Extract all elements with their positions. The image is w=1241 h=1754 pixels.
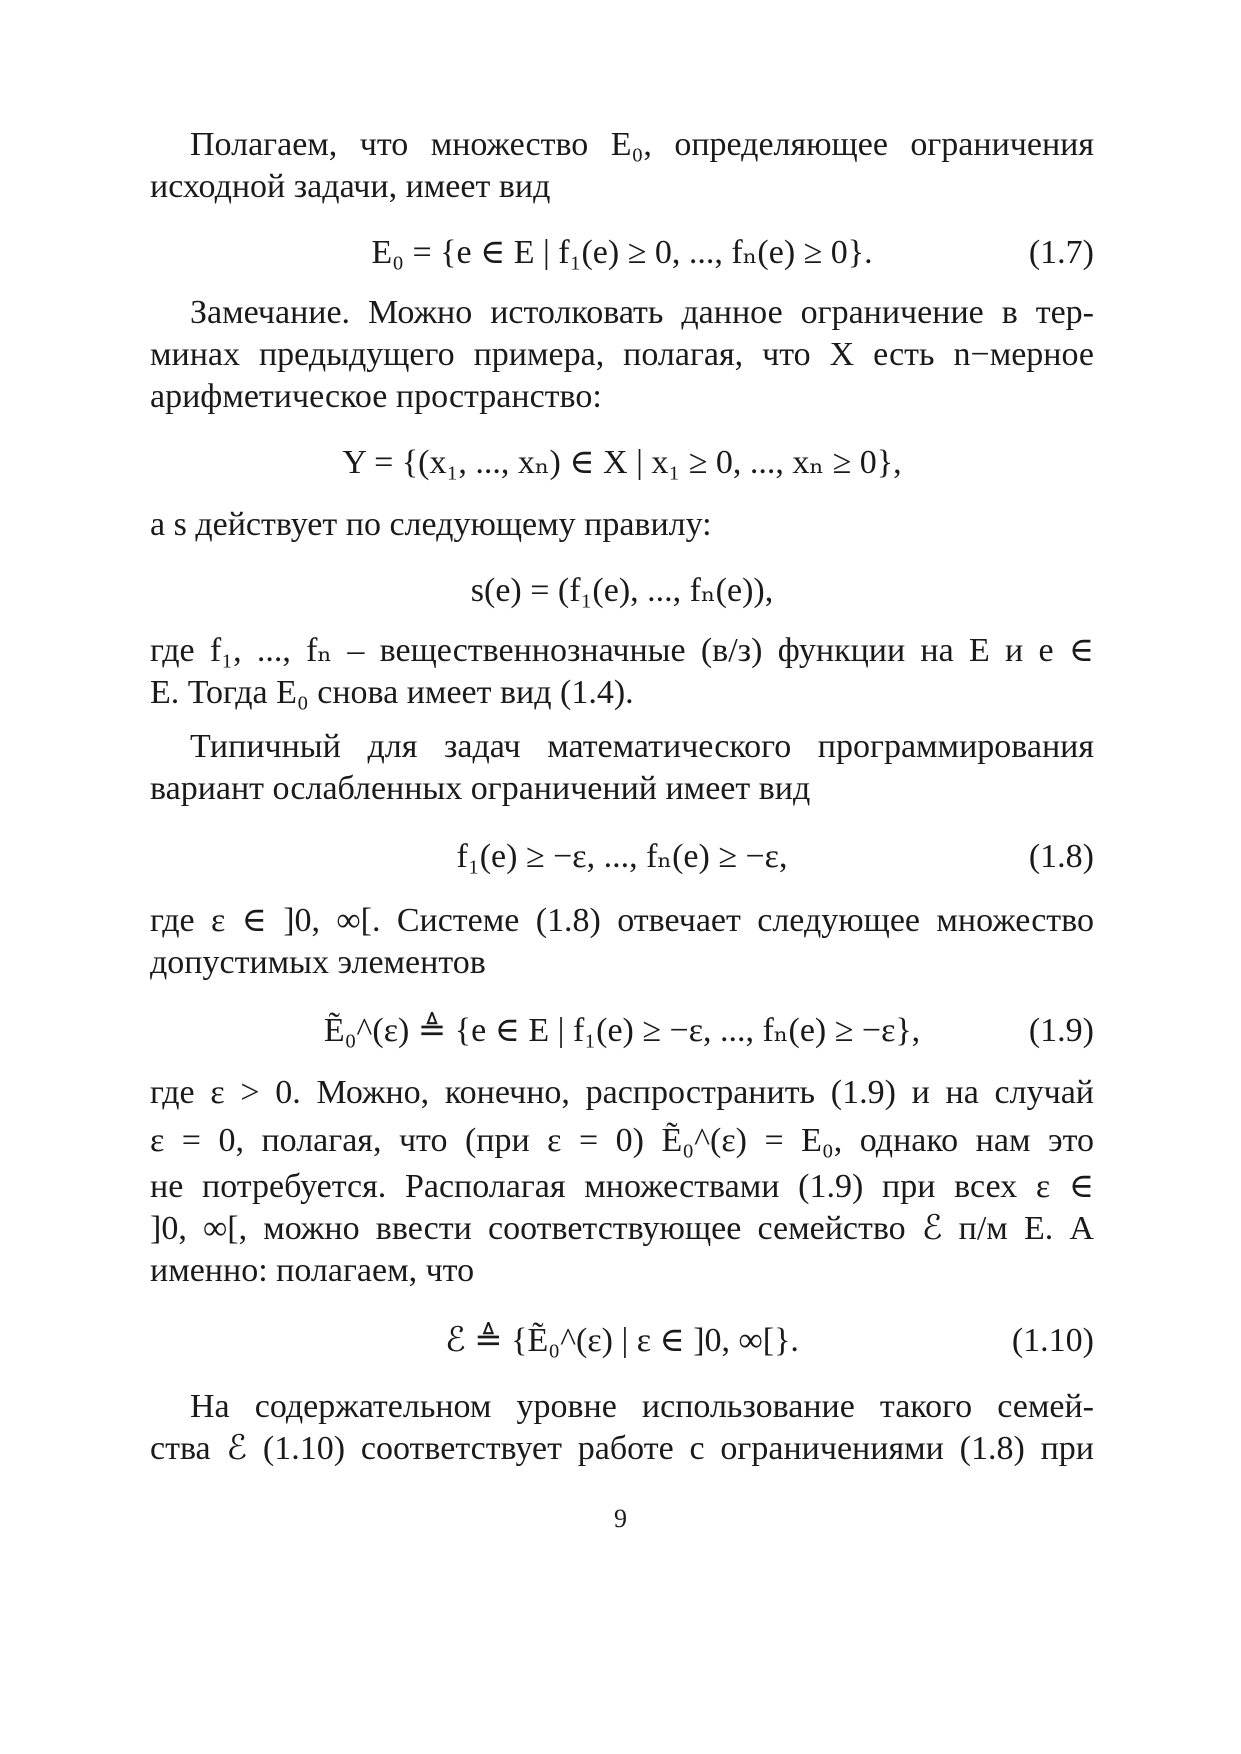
equation-formula: Ẽ₀^(ε) ≜ {e ∈ E | f₁(e) ≥ −ε, ..., fₙ(e) ≥ −ε},: [323, 1012, 921, 1049]
equation-y-set: [150, 440, 1094, 486]
paragraph-line: где ε > 0. Можно, конечно, распространить (1.9) и на случай: [150, 1074, 1094, 1111]
paragraph-line: минах предыдущего примера, полагая, что X есть n−мерное: [150, 336, 1094, 373]
paragraph-line: исходной задачи, имеет вид: [150, 168, 551, 205]
equation-formula: Y = {(x₁, ..., xₙ) ∈ X | x₁ ≥ 0, ..., xₙ ≥ 0},: [342, 444, 902, 481]
paragraph-line: где f₁, ..., fₙ – вещественнозначные (в/з) функции на E и e ∈: [150, 632, 1094, 669]
equation-number: (1.10): [1011, 1322, 1094, 1359]
paragraph-line: именно: полагаем, что: [150, 1252, 475, 1289]
paragraph-line: арифметическое пространство:: [150, 378, 602, 415]
equation-1-10: [150, 1318, 1094, 1364]
equation-formula: ℰ ≜ {Ẽ₀^(ε) | ε ∈ ]0, ∞[}.: [445, 1322, 799, 1359]
paragraph-line: E. Тогда E₀ снова имеет вид (1.4).: [150, 674, 634, 711]
equation-number: (1.7): [1028, 234, 1094, 271]
paragraph-line: где ε ∈ ]0, ∞[. Системе (1.8) отвечает следующее множество: [150, 902, 1094, 939]
equation-formula: f₁(e) ≥ −ε, ..., fₙ(e) ≥ −ε,: [456, 838, 788, 875]
equation-1-7: [150, 230, 1094, 276]
equation-1-8: [150, 834, 1094, 880]
paragraph-line: ε = 0, полагая, что (при ε = 0) Ẽ₀^(ε) = E₀, однако нам это: [150, 1122, 1094, 1159]
equation-1-9: [150, 1008, 1094, 1054]
equation-formula: s(e) = (f₁(e), ..., fₙ(e)),: [470, 572, 774, 609]
paragraph-line: Замечание. Можно истолковать данное ограничение в тер-: [190, 294, 1094, 331]
equation-formula: E₀ = {e ∈ E | f₁(e) ≥ 0, ..., fₙ(e) ≥ 0}.: [371, 234, 873, 271]
paragraph-line: a s действует по следующему правилу:: [150, 506, 712, 543]
paragraph-line: Полагаем, что множество E₀, определяющее ограничения: [190, 126, 1094, 163]
paragraph-line: не потребуется. Располагая множествами (1.9) при всех ε ∈: [150, 1168, 1094, 1205]
equation-number: (1.9): [1028, 1012, 1094, 1049]
equation-s-rule: [150, 568, 1094, 614]
equation-number: (1.8): [1028, 838, 1094, 875]
paragraph-line: ]0, ∞[, можно ввести соответствующее семейство ℰ п/м E. А: [150, 1210, 1094, 1247]
paragraph-line: ства ℰ (1.10) соответствует работе с ограничениями (1.8) при: [150, 1430, 1094, 1467]
paragraph-line: Типичный для задач математического программирования: [190, 728, 1094, 765]
paragraph-line: допустимых элементов: [150, 944, 486, 981]
paragraph-line: вариант ослабленных ограничений имеет вид: [150, 770, 811, 807]
paragraph-line: На содержательном уровне использование такого семей-: [190, 1388, 1094, 1425]
page-number: 9: [614, 1504, 627, 1533]
